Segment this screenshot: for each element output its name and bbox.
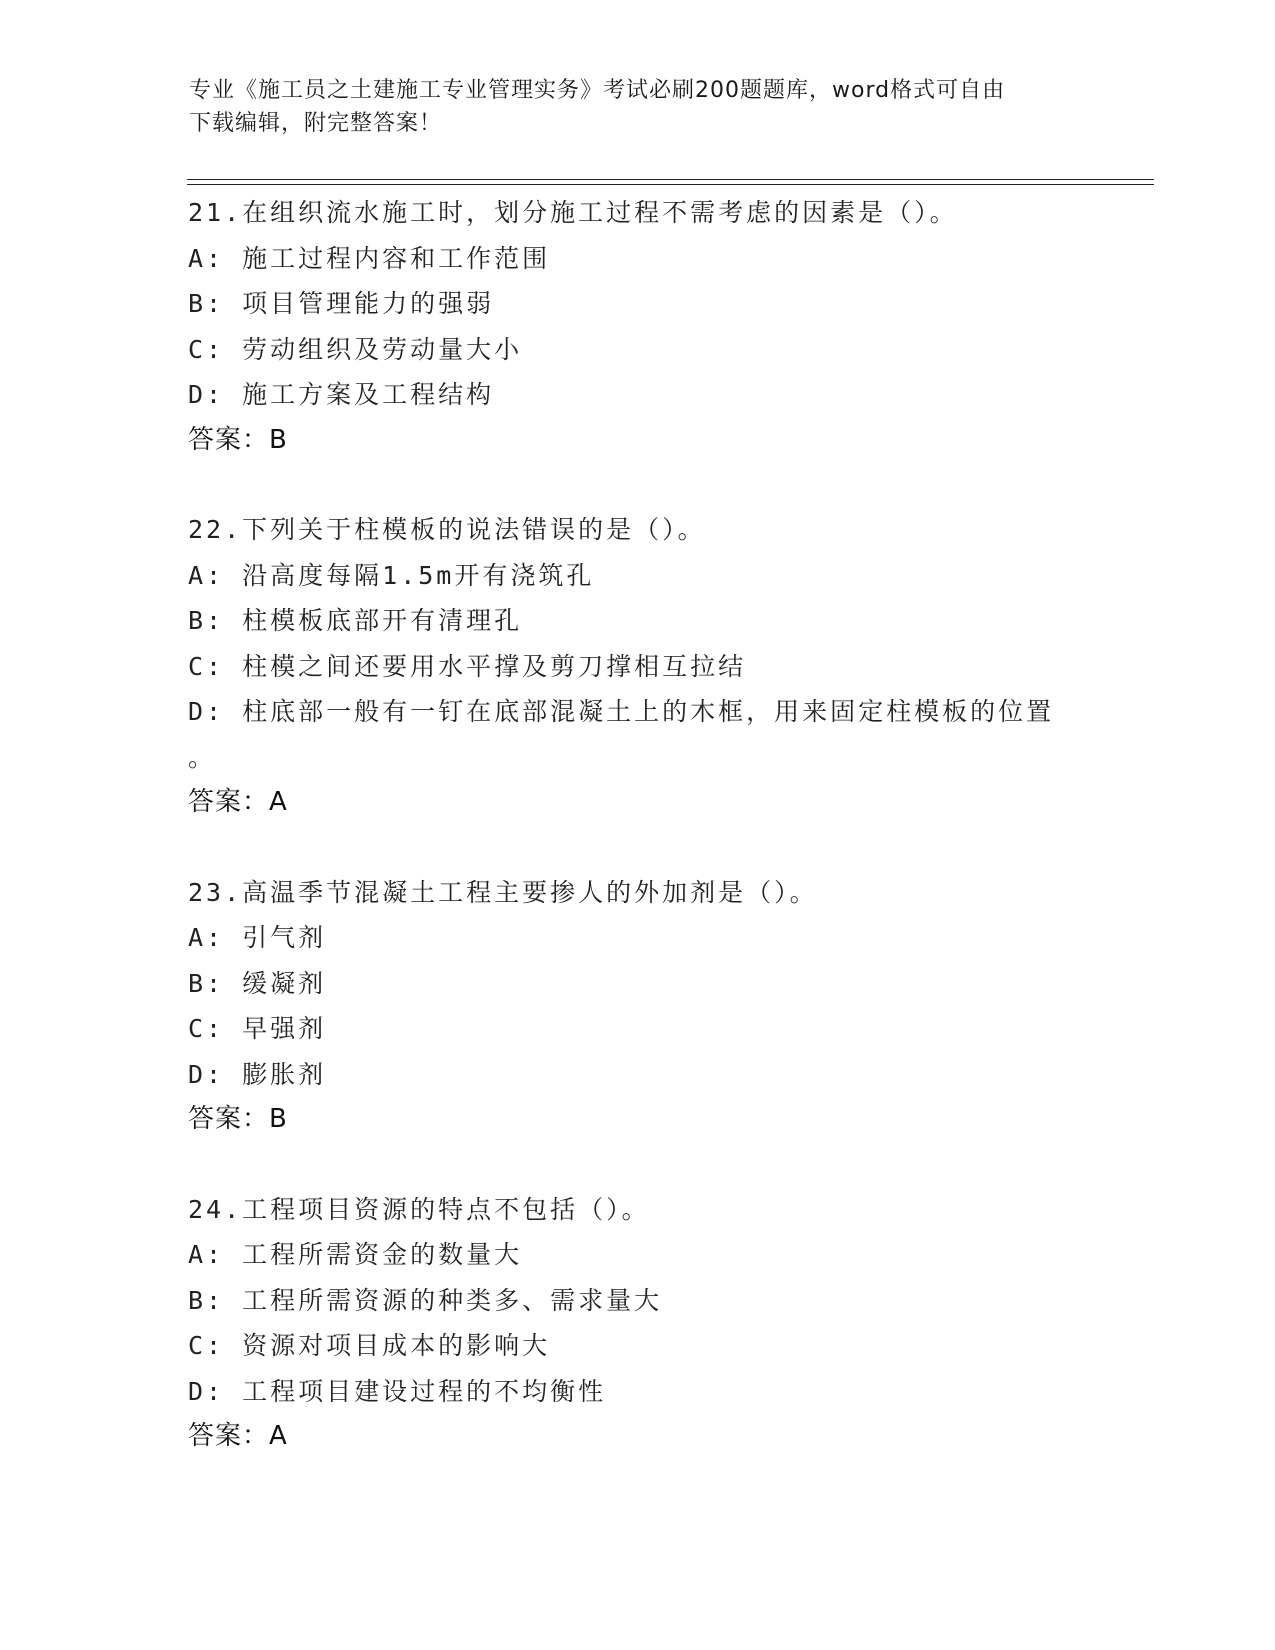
question-stem: 21.在组织流水施工时，划分施工过程不需考虑的因素是（）。	[188, 198, 958, 227]
question-22	[188, 507, 1088, 826]
option-a: A: 工程所需资金的数量大	[188, 1240, 523, 1269]
question-stem: 23.高温季节混凝土工程主要掺人的外加剂是（）。	[188, 877, 818, 907]
header-rule-bottom	[187, 184, 1154, 185]
answer: 答案：B	[188, 1104, 288, 1134]
question-stem: 24.工程项目资源的特点不包括（）。	[188, 1194, 650, 1224]
header-rule-top	[187, 179, 1154, 180]
option-c: C: 柱模之间还要用水平撑及剪刀撑相互拉结	[188, 651, 747, 681]
option-c: C: 资源对项目成本的影响大	[188, 1331, 551, 1360]
spacer	[188, 1143, 1088, 1187]
answer: 答案：A	[188, 1421, 288, 1451]
option-d-continuation: 。	[188, 742, 217, 772]
header-line-1: 专业《施工员之土建施工专业管理实务》考试必刷200题题库，word格式可自由	[189, 78, 1006, 103]
header-line-2: 下载编辑，附完整答案！	[189, 111, 443, 136]
option-b: B: 工程所需资源的种类多、需求量大	[188, 1285, 663, 1315]
question-21	[188, 190, 1088, 463]
option-d: D: 施工方案及工程结构	[188, 380, 495, 409]
document-header	[189, 74, 1069, 140]
question-list	[188, 190, 1088, 1460]
question-24	[188, 1187, 1088, 1460]
option-c: C: 劳动组织及劳动量大小	[188, 334, 523, 364]
option-b: B: 柱模板底部开有清理孔	[188, 606, 523, 635]
answer: 答案：A	[188, 787, 288, 817]
option-c: C: 早强剂	[188, 1014, 327, 1043]
option-a: A: 施工过程内容和工作范围	[188, 243, 551, 273]
option-d: D: 柱底部一般有一钉在底部混凝土上的木框，用来固定柱模板的位置	[188, 697, 1055, 726]
spacer	[188, 463, 1088, 507]
option-a: A: 引气剂	[188, 923, 327, 952]
answer: 答案：B	[188, 424, 288, 455]
option-b: B: 项目管理能力的强弱	[188, 289, 495, 318]
option-a: A: 沿高度每隔1.5m开有浇筑孔	[188, 560, 595, 590]
spacer	[188, 826, 1088, 870]
question-stem: 22.下列关于柱模板的说法错误的是（）。	[188, 515, 706, 544]
option-b: B: 缓凝剂	[188, 968, 327, 998]
option-d: D: 膨胀剂	[188, 1059, 327, 1089]
option-d: D: 工程项目建设过程的不均衡性	[188, 1376, 607, 1406]
question-23	[188, 870, 1088, 1143]
